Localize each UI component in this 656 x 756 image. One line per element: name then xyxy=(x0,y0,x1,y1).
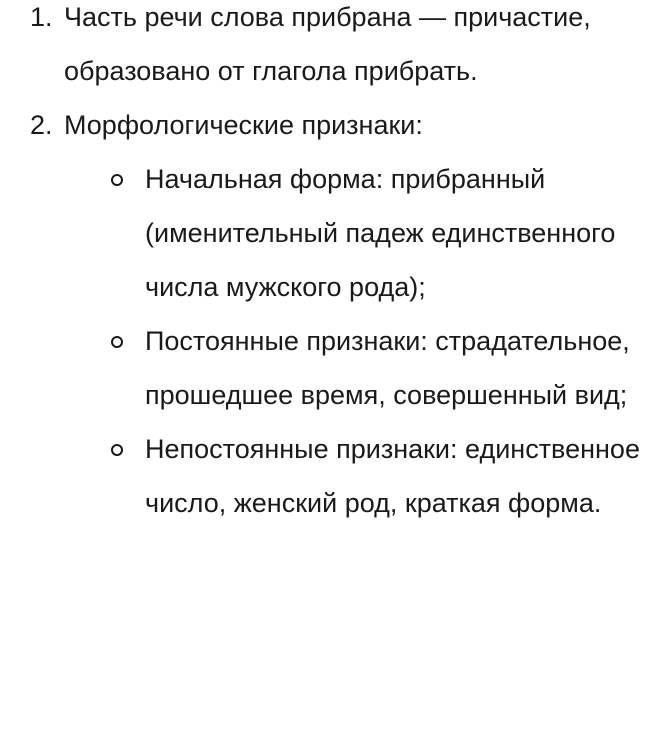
circle-bullet-icon xyxy=(111,336,123,348)
list-number: 1. xyxy=(30,2,53,32)
list-number: 2. xyxy=(30,110,53,140)
circle-bullet-icon xyxy=(111,174,123,186)
list-item-text: Морфологические признаки: xyxy=(64,110,423,140)
bullet-sublist xyxy=(64,152,646,530)
sublist-item xyxy=(64,152,646,314)
circle-bullet-icon xyxy=(111,444,123,456)
list-item xyxy=(0,0,656,98)
list-item-text: Часть речи слова прибрана — причастие, образовано от глагола прибрать. xyxy=(64,2,591,86)
sublist-item-text: Постоянные признаки: страдательное, прошедшее время, совершенный вид; xyxy=(145,326,630,410)
sublist-item-text: Непостоянные признаки: единственное число, женский род, краткая форма. xyxy=(145,434,640,518)
sublist-item-text: Начальная форма: прибранный (именительный падеж единственного числа мужского рода); xyxy=(145,164,616,302)
sublist-item xyxy=(64,422,646,530)
list-item xyxy=(0,98,656,530)
sublist-item xyxy=(64,314,646,422)
